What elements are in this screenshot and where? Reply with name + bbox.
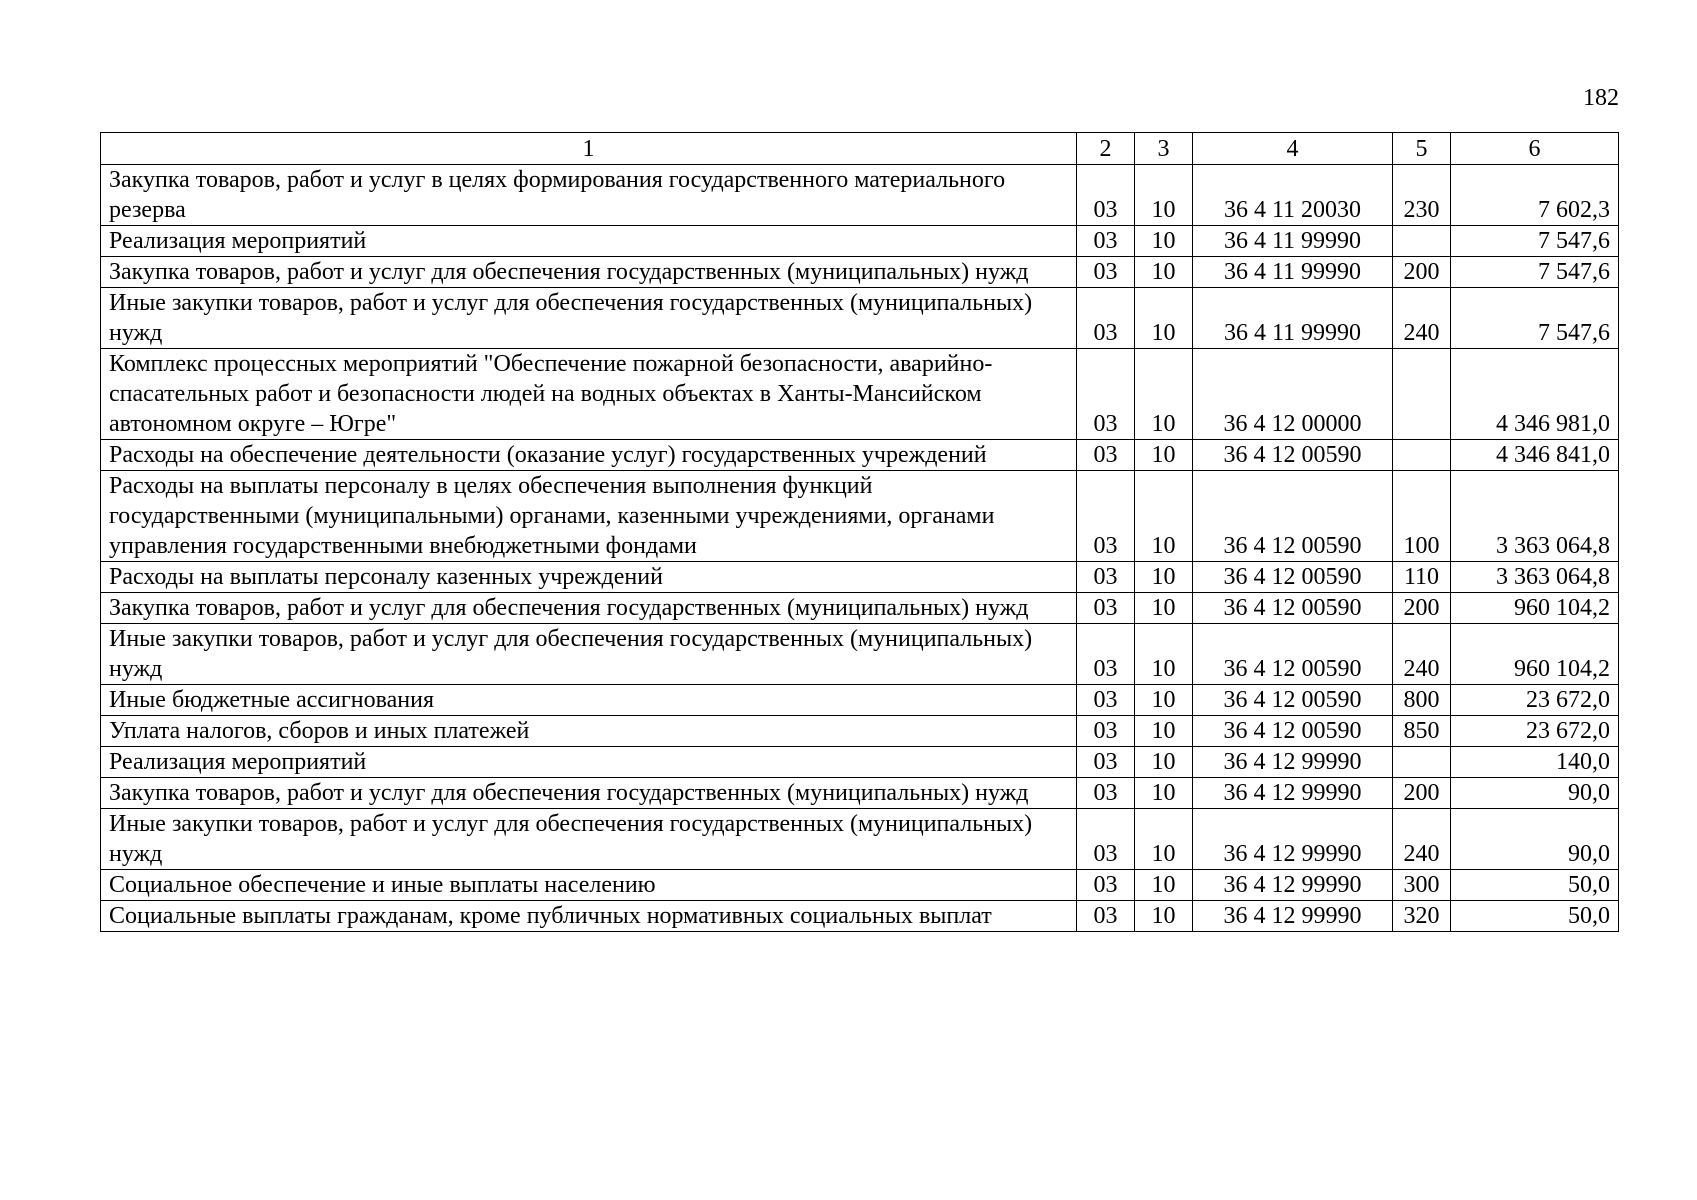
row-amount-cell: 23 672,0: [1451, 685, 1619, 716]
table-row: [101, 901, 1619, 932]
row-subsection-cell: 10: [1135, 257, 1193, 288]
table-row: [101, 624, 1619, 685]
row-amount-cell: 90,0: [1451, 809, 1619, 870]
row-subsection-cell: 10: [1135, 747, 1193, 778]
row-expense-type-cell: [1393, 440, 1451, 471]
row-section-cell: 03: [1077, 562, 1135, 593]
row-subsection-cell: 10: [1135, 349, 1193, 440]
row-section-cell: 03: [1077, 901, 1135, 932]
row-target-article-cell: 36 4 11 99990: [1193, 288, 1393, 349]
table-row: [101, 471, 1619, 562]
row-expense-type-cell: [1393, 226, 1451, 257]
row-target-article-cell: 36 4 11 20030: [1193, 165, 1393, 226]
row-name-cell: Расходы на обеспечение деятельности (оказание услуг) государственных учреждений: [101, 440, 1077, 471]
row-expense-type-cell: 240: [1393, 288, 1451, 349]
row-name-cell: Социальное обеспечение и иные выплаты населению: [101, 870, 1077, 901]
row-name-cell: Иные бюджетные ассигнования: [101, 685, 1077, 716]
row-amount-cell: 7 602,3: [1451, 165, 1619, 226]
column-header-expense-type: 5: [1393, 133, 1451, 165]
row-amount-cell: 23 672,0: [1451, 716, 1619, 747]
row-name-cell: Реализация мероприятий: [101, 226, 1077, 257]
row-amount-cell: 3 363 064,8: [1451, 471, 1619, 562]
row-amount-cell: 960 104,2: [1451, 593, 1619, 624]
row-amount-cell: 960 104,2: [1451, 624, 1619, 685]
table-row: [101, 747, 1619, 778]
row-expense-type-cell: 230: [1393, 165, 1451, 226]
row-subsection-cell: 10: [1135, 716, 1193, 747]
row-expense-type-cell: 240: [1393, 624, 1451, 685]
row-target-article-cell: 36 4 11 99990: [1193, 257, 1393, 288]
row-target-article-cell: 36 4 12 99990: [1193, 747, 1393, 778]
row-target-article-cell: 36 4 12 99990: [1193, 809, 1393, 870]
row-amount-cell: 3 363 064,8: [1451, 562, 1619, 593]
row-target-article-cell: 36 4 12 00590: [1193, 562, 1393, 593]
row-target-article-cell: 36 4 12 00590: [1193, 440, 1393, 471]
table-row: [101, 440, 1619, 471]
row-section-cell: 03: [1077, 165, 1135, 226]
row-expense-type-cell: 100: [1393, 471, 1451, 562]
row-section-cell: 03: [1077, 349, 1135, 440]
table-row: [101, 685, 1619, 716]
table-row: [101, 870, 1619, 901]
row-expense-type-cell: 200: [1393, 593, 1451, 624]
row-name-cell: Закупка товаров, работ и услуг в целях формирования государственного материального резерва: [101, 165, 1077, 226]
table-row: [101, 288, 1619, 349]
row-amount-cell: 7 547,6: [1451, 257, 1619, 288]
row-expense-type-cell: 320: [1393, 901, 1451, 932]
table-row: [101, 778, 1619, 809]
row-name-cell: Реализация мероприятий: [101, 747, 1077, 778]
row-name-cell: Уплата налогов, сборов и иных платежей: [101, 716, 1077, 747]
table-row: [101, 226, 1619, 257]
row-section-cell: 03: [1077, 685, 1135, 716]
row-expense-type-cell: [1393, 349, 1451, 440]
row-expense-type-cell: 110: [1393, 562, 1451, 593]
row-section-cell: 03: [1077, 593, 1135, 624]
table-row: [101, 349, 1619, 440]
table-row: [101, 257, 1619, 288]
row-subsection-cell: 10: [1135, 870, 1193, 901]
row-subsection-cell: 10: [1135, 440, 1193, 471]
row-target-article-cell: 36 4 12 99990: [1193, 870, 1393, 901]
row-name-cell: Комплекс процессных мероприятий "Обеспечение пожарной безопасности, аварийно-спасательных работ и безопасности людей на водных объектах в Ханты-Мансийском автономном округе – Югре": [101, 349, 1077, 440]
page-number: 182: [1583, 85, 1619, 111]
row-name-cell: Закупка товаров, работ и услуг для обеспечения государственных (муниципальных) нужд: [101, 593, 1077, 624]
row-expense-type-cell: 850: [1393, 716, 1451, 747]
row-target-article-cell: 36 4 12 00590: [1193, 471, 1393, 562]
row-amount-cell: 140,0: [1451, 747, 1619, 778]
row-subsection-cell: 10: [1135, 778, 1193, 809]
row-subsection-cell: 10: [1135, 624, 1193, 685]
column-header-name: 1: [101, 133, 1077, 165]
row-name-cell: Закупка товаров, работ и услуг для обеспечения государственных (муниципальных) нужд: [101, 778, 1077, 809]
row-section-cell: 03: [1077, 226, 1135, 257]
column-header-subsection: 3: [1135, 133, 1193, 165]
row-subsection-cell: 10: [1135, 226, 1193, 257]
row-name-cell: Иные закупки товаров, работ и услуг для обеспечения государственных (муниципальных) нужд: [101, 624, 1077, 685]
table-body: [101, 165, 1619, 932]
row-section-cell: 03: [1077, 288, 1135, 349]
row-subsection-cell: 10: [1135, 562, 1193, 593]
row-section-cell: 03: [1077, 809, 1135, 870]
row-expense-type-cell: 300: [1393, 870, 1451, 901]
row-amount-cell: 4 346 841,0: [1451, 440, 1619, 471]
row-section-cell: 03: [1077, 471, 1135, 562]
row-amount-cell: 7 547,6: [1451, 288, 1619, 349]
row-target-article-cell: 36 4 12 99990: [1193, 778, 1393, 809]
row-expense-type-cell: 200: [1393, 257, 1451, 288]
table-row: [101, 716, 1619, 747]
row-subsection-cell: 10: [1135, 165, 1193, 226]
row-amount-cell: 90,0: [1451, 778, 1619, 809]
row-name-cell: Расходы на выплаты персоналу в целях обеспечения выполнения функций государственными (муниципальными) органами, казенными учреждениями, органами управления государственными внебюджетными фондами: [101, 471, 1077, 562]
row-section-cell: 03: [1077, 624, 1135, 685]
row-amount-cell: 4 346 981,0: [1451, 349, 1619, 440]
column-header-section: 2: [1077, 133, 1135, 165]
row-subsection-cell: 10: [1135, 685, 1193, 716]
column-header-amount: 6: [1451, 133, 1619, 165]
row-name-cell: Закупка товаров, работ и услуг для обеспечения государственных (муниципальных) нужд: [101, 257, 1077, 288]
row-section-cell: 03: [1077, 747, 1135, 778]
table-row: [101, 593, 1619, 624]
row-expense-type-cell: 200: [1393, 778, 1451, 809]
row-amount-cell: 50,0: [1451, 870, 1619, 901]
row-subsection-cell: 10: [1135, 809, 1193, 870]
row-subsection-cell: 10: [1135, 901, 1193, 932]
row-section-cell: 03: [1077, 716, 1135, 747]
row-section-cell: 03: [1077, 440, 1135, 471]
table-row: [101, 562, 1619, 593]
row-section-cell: 03: [1077, 257, 1135, 288]
row-expense-type-cell: [1393, 747, 1451, 778]
row-expense-type-cell: 800: [1393, 685, 1451, 716]
row-name-cell: Иные закупки товаров, работ и услуг для обеспечения государственных (муниципальных) нужд: [101, 288, 1077, 349]
budget-table: [100, 132, 1619, 932]
row-subsection-cell: 10: [1135, 288, 1193, 349]
row-name-cell: Иные закупки товаров, работ и услуг для обеспечения государственных (муниципальных) нужд: [101, 809, 1077, 870]
row-section-cell: 03: [1077, 778, 1135, 809]
table-row: [101, 809, 1619, 870]
row-name-cell: Социальные выплаты гражданам, кроме публичных нормативных социальных выплат: [101, 901, 1077, 932]
row-target-article-cell: 36 4 12 00590: [1193, 593, 1393, 624]
row-amount-cell: 7 547,6: [1451, 226, 1619, 257]
row-target-article-cell: 36 4 12 00590: [1193, 624, 1393, 685]
row-amount-cell: 50,0: [1451, 901, 1619, 932]
table-header-row: [101, 133, 1619, 165]
row-expense-type-cell: 240: [1393, 809, 1451, 870]
row-subsection-cell: 10: [1135, 471, 1193, 562]
row-target-article-cell: 36 4 12 00590: [1193, 685, 1393, 716]
row-target-article-cell: 36 4 12 00000: [1193, 349, 1393, 440]
table-row: [101, 165, 1619, 226]
row-subsection-cell: 10: [1135, 593, 1193, 624]
row-target-article-cell: 36 4 12 99990: [1193, 901, 1393, 932]
row-target-article-cell: 36 4 12 00590: [1193, 716, 1393, 747]
row-target-article-cell: 36 4 11 99990: [1193, 226, 1393, 257]
row-section-cell: 03: [1077, 870, 1135, 901]
row-name-cell: Расходы на выплаты персоналу казенных учреждений: [101, 562, 1077, 593]
column-header-target-article: 4: [1193, 133, 1393, 165]
